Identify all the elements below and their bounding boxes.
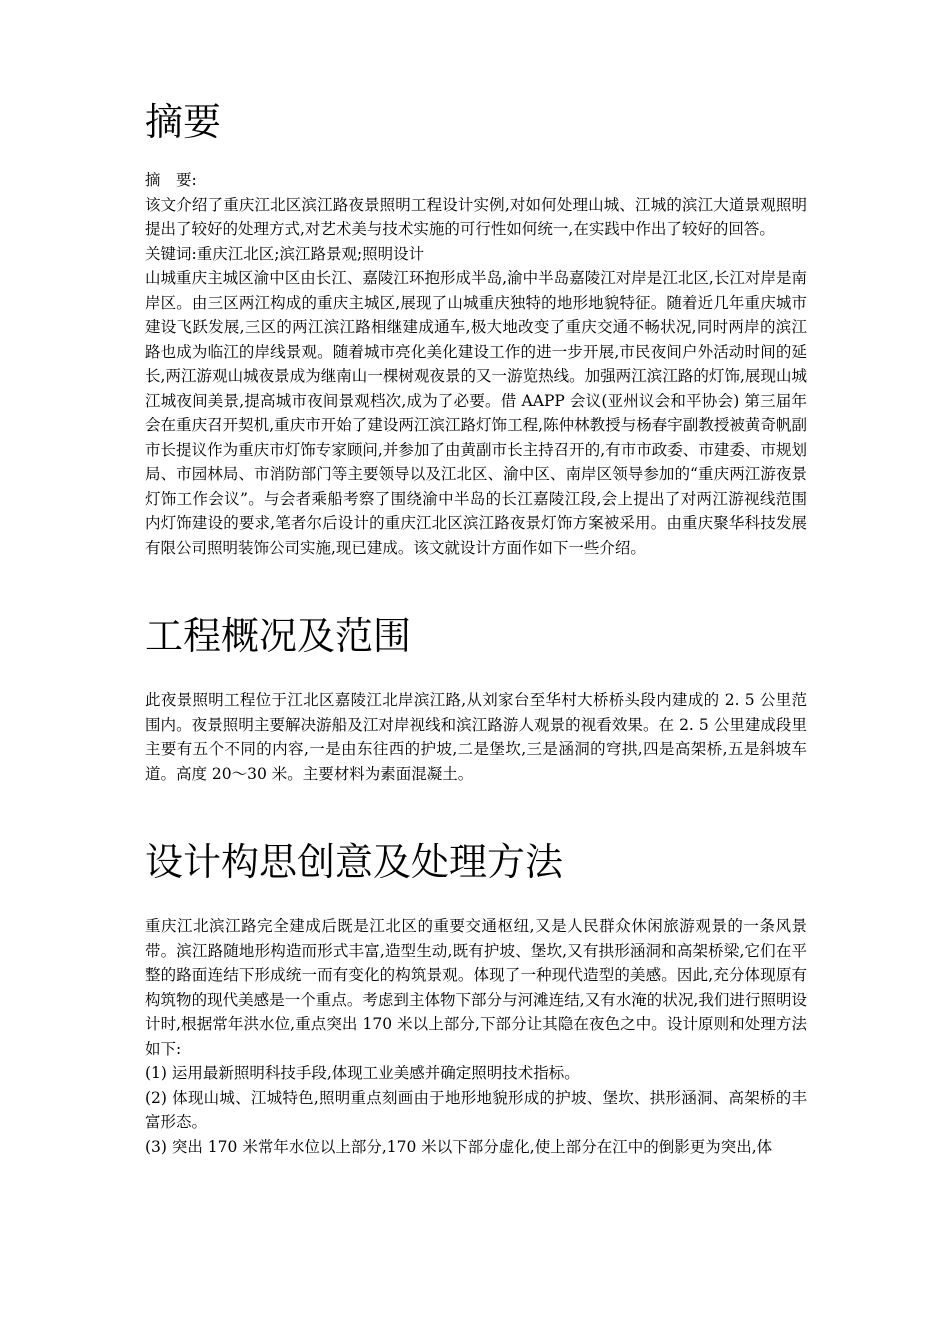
abstract-label: 摘 要: bbox=[145, 171, 197, 189]
overview-paragraph: 此夜景照明工程位于江北区嘉陵江北岸滨江路,从刘家台至华村大桥桥头段内建成的 2. 5 公里范围内。夜景照明主要解决游船及江对岸视线和滨江路游人观景的视看效果。在 2. 5 公里建成段里主要有五个不同的内容,一是由东往西的护坡,二是堡坎,三是涵洞的穹拱,四是高架桥,五是斜坡车道。高度 20～30 米。主要材料为素面混凝土。 bbox=[145, 691, 807, 783]
intro-paragraph: 山城重庆主城区渝中区由长江、嘉陵江环抱形成半岛,渝中半岛嘉陵江对岸是江北区,长江对岸是南岸区。由三区两江构成的重庆主城区,展现了山城重庆独特的地形地貌特征。随着近几年重庆城市建设飞跃发展,三区的两江滨江路相继建成通车,极大地改变了重庆交通不畅状况,同时两岸的滨江路也成为临江的岸线景观。随着城市亮化美化建设工作的进一步开展,市民夜间户外活动时间的延长,两江游观山城夜景成为继南山一棵树观夜景的又一游览热线。加强两江滨江路的灯饰,展现山城江城夜间美景,提高城市夜间景观档次,成为了必要。借 AAPP 会议(亚州议会和平协会) 第三届年会在重庆召开契机,重庆市开始了建设两江滨江路灯饰工程,陈仲林教授与杨春宇副教授被黄奇帆副市长提议作为重庆市灯饰专家顾问,并参加了由黄副市长主持召开的,有市市政委、市建委、市规划局、市园林局、市消防部门等主要领导以及江北区、渝中区、南岸区领导参加的“重庆两江游夜景灯饰工作会议”。与会者乘船考察了围绕渝中半岛的长江嘉陵江段,会上提出了对两江游视线范围内灯饰建设的要求,笔者尔后设计的重庆江北区滨江路夜景灯饰方案被采用。由重庆聚华科技发展有限公司照明装饰公司实施,现已建成。该文就设计方面作如下一些介绍。 bbox=[145, 269, 807, 557]
keywords: 关键词:重庆江北区;滨江路景观;照明设计 bbox=[145, 244, 425, 263]
section-heading-abstract: 摘要 bbox=[145, 100, 222, 144]
design-paragraph: 重庆江北滨江路完全建成后既是江北区的重要交通枢纽,又是人民群众休闲旅游观景的一条风景带。滨江路随地形构造而形式丰富,造型生动,既有护坡、堡坎,又有拱形涵洞和高架桥梁,它们在平整的路面连结下形成统一而有变化的构筑景观。体现了一种现代造型的美感。因此,充分体现原有构筑物的现代美感是一个重点。考虑到主体物下部分与河滩连结,又有水淹的状况,我们进行照明设计时,根据常年洪水位,重点突出 170 米以上部分,下部分让其隐在夜色之中。设计原则和处理方法如下: bbox=[145, 917, 807, 1058]
design-item-2: (2) 体现山城、江城特色,照明重点刻画由于地形地貌形成的护坡、堡坎、拱形涵洞、高架桥的丰富形态。 bbox=[145, 1088, 807, 1131]
section-heading-overview: 工程概况及范围 bbox=[145, 614, 412, 658]
abstract-text: 该文介绍了重庆江北区滨江路夜景照明工程设计实例,对如何处理山城、江城的滨江大道景观照明提出了较好的处理方式,对艺术美与技术实施的可行性如何统一,在实践中作出了较好的回答。 bbox=[145, 195, 807, 238]
design-item-1: (1) 运用最新照明科技手段,体现工业美感并确定照明技术指标。 bbox=[145, 1064, 580, 1082]
design-item-3: (3) 突出 170 米常年水位以上部分,170 米以下部分虚化,使上部分在江中的倒影更为突出,体 bbox=[145, 1137, 773, 1156]
section-heading-design: 设计构思创意及处理方法 bbox=[145, 840, 564, 884]
